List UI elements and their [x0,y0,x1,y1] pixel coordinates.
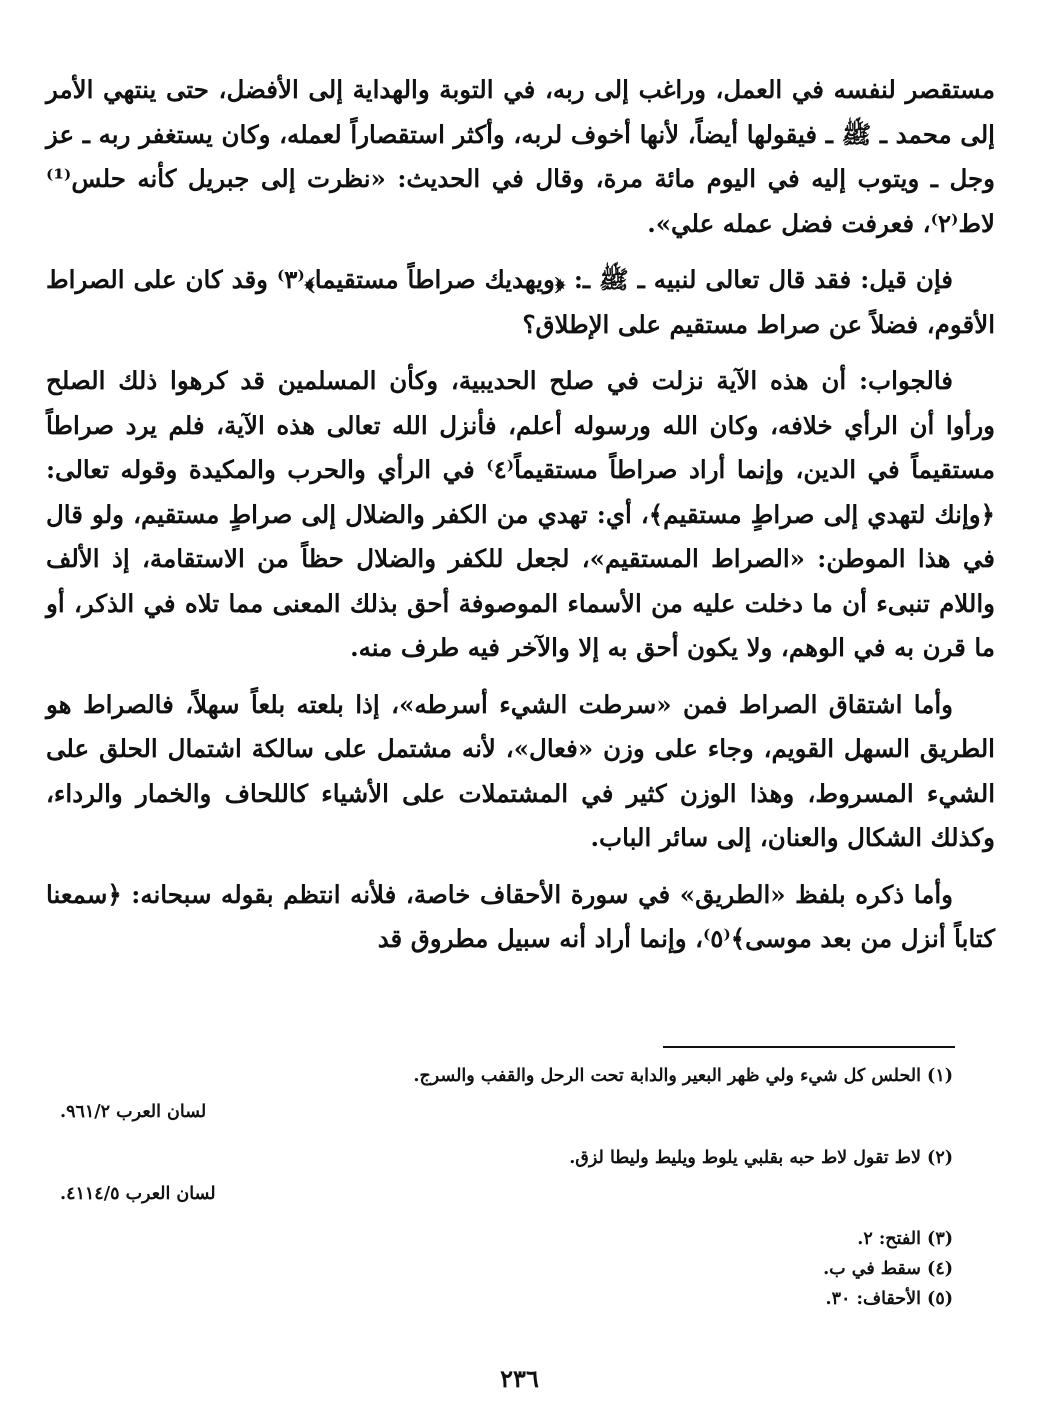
footnote-3: (٣) الفتح: ٢. [857,1229,953,1249]
footnote-1-source: لسان العرب ٩٦١/٢. [60,1102,207,1122]
page-number: ٢٣٦ [500,1364,539,1393]
paragraph-3: فالجواب: أن هذه الآية نزلت في صلح الحديبية، وكأن المسلمين قد كرهوا ذلك الصلح ورأوا أن الرأي خلافه، وكان الله ورسوله أعلم، فأنزل الله تعالى هذه الآية، فلم يرد صراطاً مستقيماً في الدين، وإنما أراد صراطاً مستقيماً⁽٤⁾ في الرأي والحرب والمكيدة وقوله تعالى: ﴿وإنك لتهدي إلى صراطٍ مستقيم﴾، أي: تهدي من الكفر والضلال إلى صراطٍ مستقيم، ولو قال في هذا الموطن: «الصراط المستقيم»، لجعل للكفر والضلال حظاً من الاستقامة، إذ الألف واللام تنبىء أن ما دخلت عليه من الأسماء الموصوفة أحق بذلك المعنى مما تلاه في الذكر، أو ما قرن به في الوهم، ولا يكون أحق به إلا والآخر فيه طرف منه. [46,366,995,662]
footnotes [60,1060,953,1314]
footnote-5: (٥) الأحقاف: ٣٠. [825,1289,953,1309]
footnote-divider [663,1046,955,1048]
paragraph-2: فإن قيل: فقد قال تعالى لنبيه ـ ﷺ ـ: ﴿ويهديك صراطاً مستقيما﴾⁽٣⁾ وقد كان على الصراط الأقوم، فضلاً عن صراط مستقيم على الإطلاق؟ [46,265,995,339]
paragraph-4: وأما اشتقاق الصراط فمن «سرطت الشيء أسرطه»، إذا بلعته بلعاً سهلاً، فالصراط هو الطريق السهل القويم، وجاء على وزن «فعال»، لأنه مشتمل على سالكة اشتمال الحلق على الشيء المسروط، وهذا الوزن كثير في المشتملات على الأشياء كاللحاف والخمار والرداء، وكذلك الشكال والعنان، إلى سائر الباب. [46,689,995,852]
main-text [46,68,995,974]
footnote-2: (٢) لاط تقول لاط حبه بقلبي يلوط ويليط وليطا لزق. [569,1148,953,1168]
paragraph-5: وأما ذكره بلفظ «الطريق» في سورة الأحقاف خاصة، فلأنه انتظم بقوله سبحانه: ﴿سمعنا كتاباً أنزل من بعد موسى﴾⁽٥⁾، وإنما أراد أنه سبيل مطروق قد [46,879,995,953]
footnote-2-source: لسان العرب ٤١١٤/٥. [60,1184,216,1204]
paragraph-1: مستقصر لنفسه في العمل، وراغب إلى ربه، في التوبة والهداية إلى الأفضل، حتى ينتهي الأمر إلى محمد ـ ﷺ ـ فيقولها أيضاً، لأنها أخوف لربه، وأكثر استقصاراً لعمله، وكان يستغفر ربه ـ عز وجل ـ ويتوب إليه في اليوم مائة مرة، وقال في الحديث: «نظرت إلى جبريل كأنه حلس⁽¹⁾ لاط⁽٢⁾، فعرفت فضل عمله علي». [46,75,995,238]
footnote-4: (٤) سقط في ب. [823,1259,953,1279]
footnote-1: (١) الحلس كل شيء ولي ظهر البعير والدابة تحت الرحل والقفب والسرج. [413,1066,953,1086]
